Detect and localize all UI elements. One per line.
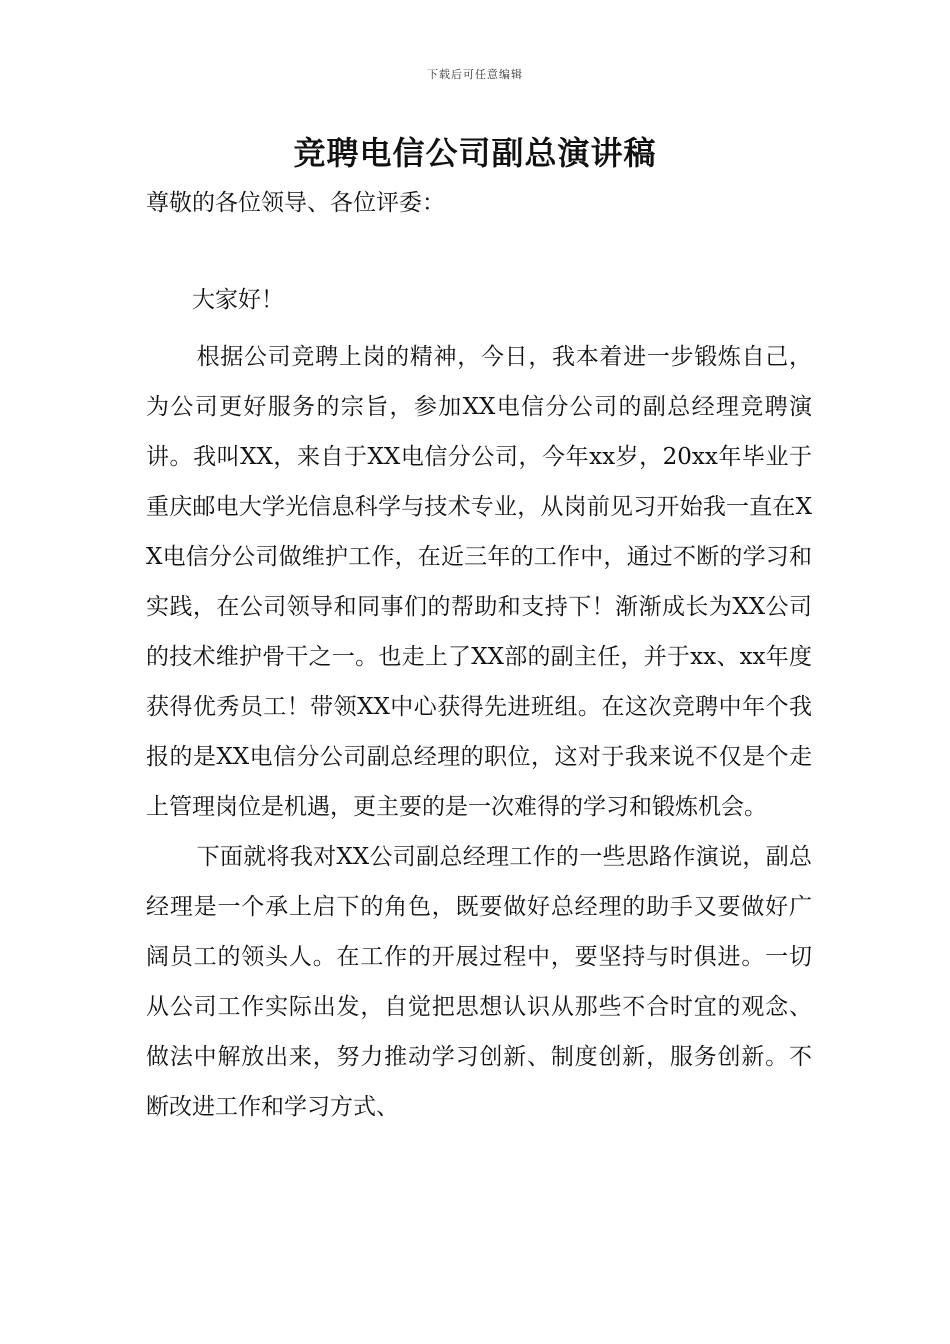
page-header-note: 下载后可任意编辑 (427, 68, 523, 81)
greeting: 大家好！ (192, 287, 284, 313)
document-title: 竞聘电信公司副总演讲稿 (293, 134, 657, 172)
document-body (146, 280, 812, 1132)
paragraph-1: 根据公司竞聘上岗的精神，今日，我本着进一步锻炼自己，为公司更好服务的宗旨，参加XX电信分公司的副总经理竞聘演讲。我叫XX，来自于XX电信分公司，今年xx岁，20xx年毕业于重庆邮电大学光信息科学与技术专业，从岗前见习开始我一直在XX电信分公司做维护工作，在近三年的工作中，通过不断的学习和实践，在公司领导和同事们的帮助和支持下！渐渐成长为XX公司的技术维护骨干之一。也走上了XX部的副主任，并于xx、xx年度获得优秀员工！带领XX中心获得先进班组。在这次竞聘中年个我报的是XX电信分公司副总经理的职位，这对于我来说不仅是个走上管理岗位是机遇，更主要的是一次难得的学习和锻炼机会。 (146, 344, 812, 820)
paragraph-2: 下面就将我对XX公司副总经理工作的一些思路作演说，副总经理是一个承上启下的角色，既要做好总经理的助手又要做好广阔员工的领头人。在工作的开展过程中，要坚持与时俱进。一切从公司工作实际出发，自觉把思想认识从那些不合时宜的观念、做法中解放出来，努力推动学习创新、制度创新，服务创新。不断改进工作和学习方式、 (146, 844, 812, 1120)
salutation: 尊敬的各位领导、各位评委： (146, 190, 445, 216)
